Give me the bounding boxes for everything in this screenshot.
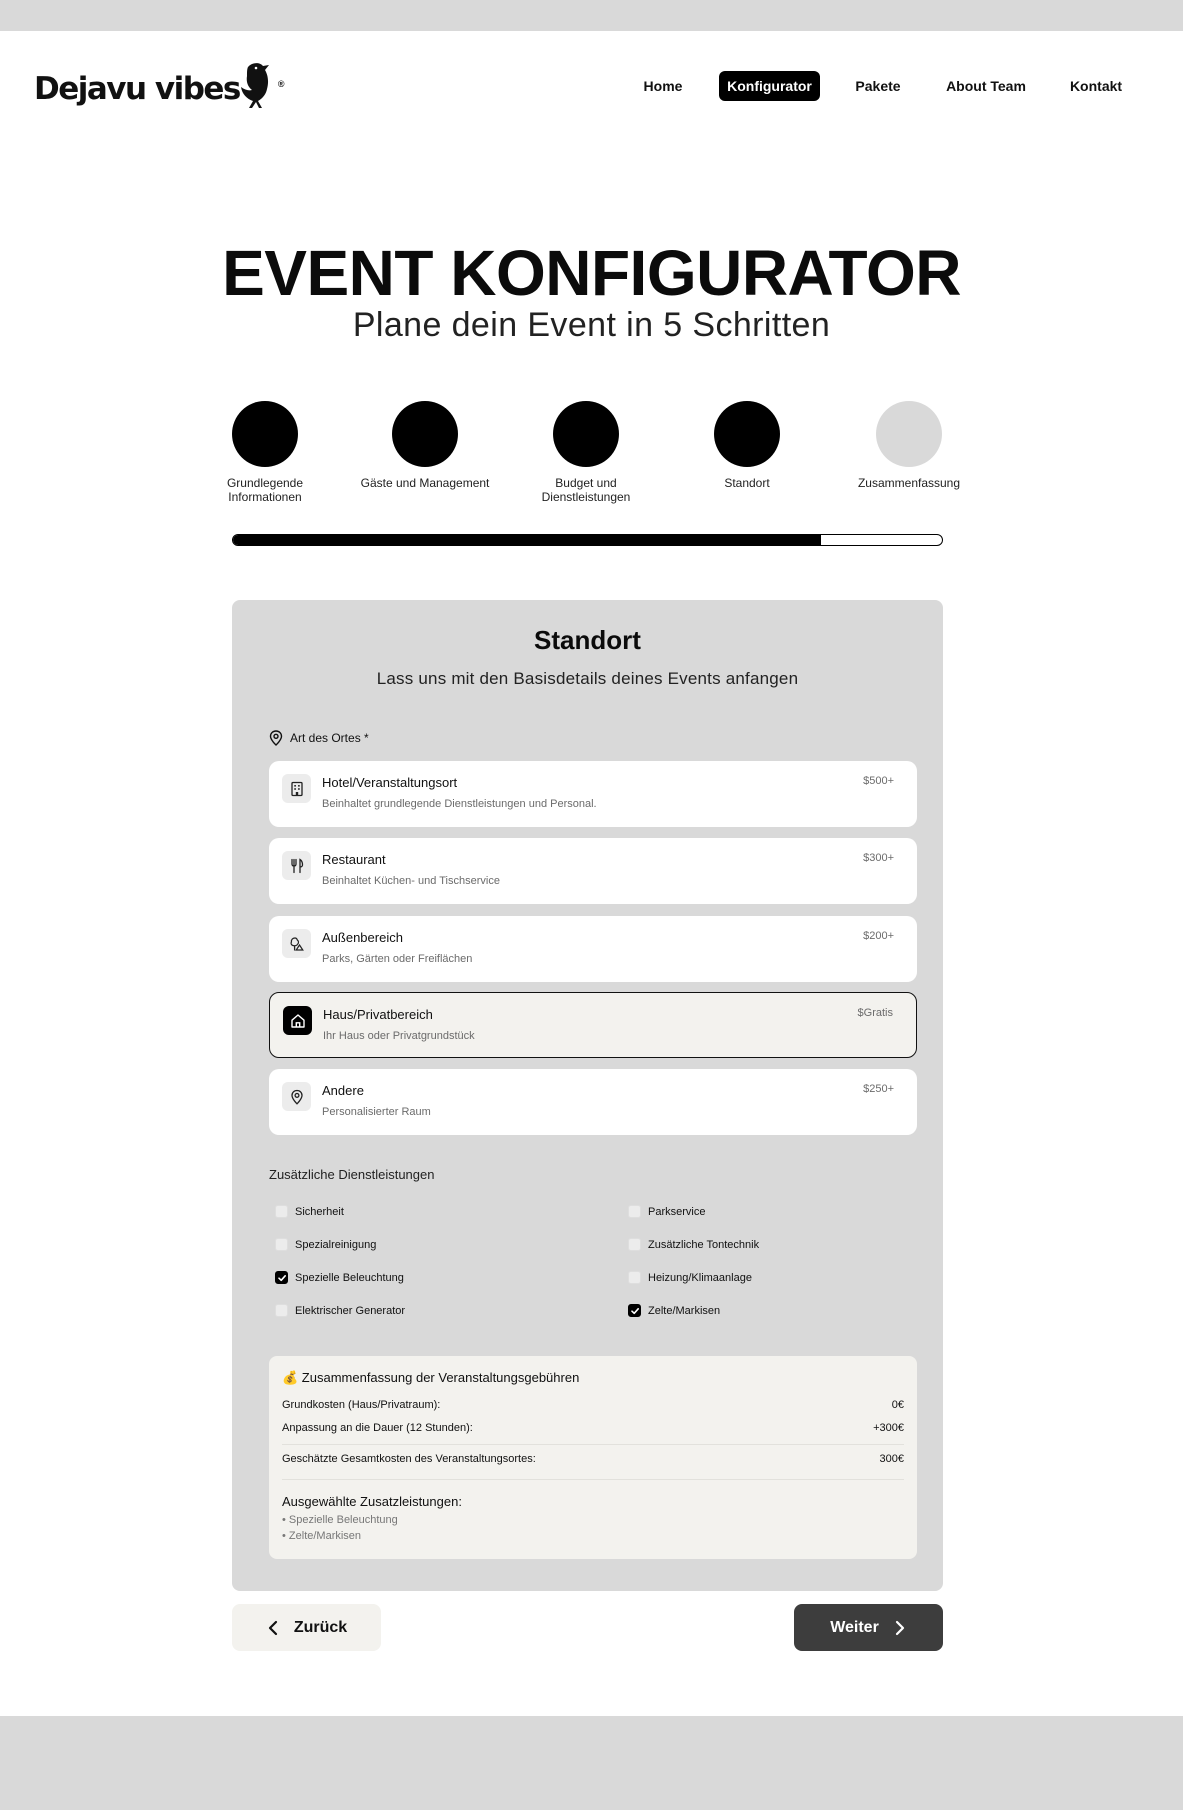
step-circle bbox=[714, 401, 780, 467]
option-price: $250+ bbox=[863, 1083, 894, 1095]
page-subtitle: Plane dein Event in 5 Schritten bbox=[352, 306, 831, 344]
next-button-label: Weiter bbox=[830, 1618, 879, 1636]
checkbox-spezielle-beleuchtung[interactable] bbox=[275, 1271, 404, 1284]
summary-row-label: Grundkosten (Haus/Privatraum): bbox=[282, 1399, 441, 1411]
utensils-icon bbox=[289, 858, 305, 874]
check-icon bbox=[277, 1273, 287, 1283]
checkbox-sicherheit[interactable] bbox=[275, 1205, 344, 1218]
checkbox-label: Sicherheit bbox=[295, 1205, 344, 1218]
checkbox[interactable] bbox=[628, 1238, 641, 1251]
summary-row-value: +300€ bbox=[873, 1422, 904, 1434]
brand-name: Dejavu vibes bbox=[34, 71, 240, 107]
summary-title: 💰 Zusammenfassung der Veranstaltungsgebühren bbox=[282, 1370, 580, 1385]
option-description: Beinhaltet grundlegende Dienstleistungen und Personal. bbox=[322, 798, 597, 810]
option-description: Personalisierter Raum bbox=[322, 1106, 431, 1118]
checkbox[interactable] bbox=[275, 1238, 288, 1251]
checkbox-label: Elektrischer Generator bbox=[295, 1304, 406, 1317]
checkbox-zusaetzliche-tontechnik[interactable] bbox=[628, 1238, 759, 1251]
checkbox[interactable] bbox=[628, 1205, 641, 1218]
step-label: Standort bbox=[724, 476, 770, 490]
option-price: $200+ bbox=[863, 930, 894, 942]
checkbox[interactable] bbox=[628, 1304, 641, 1317]
opt-icon-box bbox=[282, 929, 311, 958]
next-button[interactable] bbox=[794, 1604, 943, 1651]
checkbox-parkservice[interactable] bbox=[628, 1205, 705, 1218]
nav-about-team[interactable]: About Team bbox=[946, 78, 1026, 94]
option-restaurant[interactable] bbox=[269, 838, 917, 904]
card-title: Standort bbox=[534, 625, 641, 655]
option-hotel[interactable] bbox=[269, 761, 917, 827]
step-circle bbox=[553, 401, 619, 467]
selected-services-title: Ausgewählte Zusatzleistungen: bbox=[282, 1494, 462, 1509]
option-title: Restaurant bbox=[322, 852, 386, 867]
checkbox-heizung-klimaanlage[interactable] bbox=[628, 1271, 752, 1284]
option-description: Parks, Gärten oder Freiflächen bbox=[322, 953, 473, 965]
option-aussenbereich[interactable] bbox=[269, 916, 917, 982]
step-grundlegende-informationen[interactable] bbox=[200, 401, 330, 504]
checkbox-zelte-markisen[interactable] bbox=[628, 1304, 720, 1317]
checkbox-elektrischer-generator[interactable] bbox=[275, 1304, 405, 1317]
option-description: Beinhaltet Küchen- und Tischservice bbox=[322, 875, 500, 887]
step-label: Gäste und Management bbox=[360, 476, 490, 490]
location-type-label-text: Art des Ortes * bbox=[290, 731, 369, 745]
checkbox-spezialreinigung[interactable] bbox=[275, 1238, 376, 1251]
top-band bbox=[0, 0, 1183, 31]
option-title: Hotel/Veranstaltungsort bbox=[322, 775, 458, 790]
option-haus-privatbereich[interactable] bbox=[269, 992, 917, 1058]
checkbox-label: Spezielle Beleuchtung bbox=[295, 1271, 404, 1284]
step-circle bbox=[392, 401, 458, 467]
nav-pakete[interactable]: Pakete bbox=[855, 78, 901, 94]
check-icon bbox=[630, 1306, 640, 1316]
building-icon bbox=[289, 781, 305, 797]
nav-kontakt[interactable]: Kontakt bbox=[1069, 78, 1123, 94]
opt-icon-box bbox=[282, 774, 311, 803]
step-label: Grundlegende Informationen bbox=[226, 476, 304, 504]
option-title: Außenbereich bbox=[322, 930, 403, 945]
checkbox-label: Zusätzliche Tontechnik bbox=[648, 1238, 760, 1251]
divider bbox=[282, 1444, 904, 1445]
divider bbox=[282, 1479, 904, 1480]
option-title: Andere bbox=[322, 1083, 364, 1098]
progress-bar bbox=[232, 534, 943, 546]
opt-icon-box bbox=[282, 851, 311, 880]
chevron-left-icon bbox=[266, 1620, 280, 1636]
step-circle bbox=[232, 401, 298, 467]
registered-mark: ® bbox=[277, 79, 285, 89]
footer-band bbox=[0, 1716, 1183, 1810]
chevron-right-icon bbox=[893, 1620, 907, 1636]
step-label: Budget und Dienstleistungen bbox=[541, 476, 631, 504]
checkbox-label: Zelte/Markisen bbox=[648, 1304, 721, 1317]
checkbox-label: Heizung/Klimaanlage bbox=[648, 1271, 752, 1284]
summary-row-value: 0€ bbox=[891, 1399, 904, 1411]
option-price: $Gratis bbox=[857, 1007, 893, 1019]
main-nav bbox=[0, 71, 1183, 101]
checkbox[interactable] bbox=[275, 1271, 288, 1284]
summary-row-label: Geschätzte Gesamtkosten des Veranstaltungsortes: bbox=[282, 1453, 536, 1465]
option-price: $500+ bbox=[863, 775, 894, 787]
house-icon bbox=[290, 1013, 306, 1029]
summary-row-grundkosten bbox=[282, 1399, 904, 1411]
services-title: Zusätzliche Dienstleistungen bbox=[269, 1167, 435, 1182]
checkbox-label: Spezialreinigung bbox=[295, 1238, 377, 1251]
summary-row-gesamtkosten bbox=[282, 1453, 904, 1465]
selected-service-item: • Spezielle Beleuchtung bbox=[282, 1514, 398, 1526]
opt-icon-box bbox=[282, 1082, 311, 1111]
opt-icon-box bbox=[283, 1006, 312, 1035]
trees-icon bbox=[289, 936, 305, 952]
step-zusammenfassung[interactable] bbox=[844, 401, 974, 490]
back-button-label: Zurück bbox=[293, 1618, 348, 1636]
checkbox[interactable] bbox=[628, 1271, 641, 1284]
step-standort[interactable] bbox=[682, 401, 812, 490]
map-pin-icon bbox=[269, 730, 283, 746]
checkbox[interactable] bbox=[275, 1205, 288, 1218]
fee-summary bbox=[269, 1356, 917, 1559]
step-budget-dienstleistungen[interactable] bbox=[521, 401, 651, 504]
location-type-label bbox=[269, 730, 369, 746]
card-subtitle: Lass uns mit den Basisdetails deines Events anfangen bbox=[376, 669, 799, 688]
option-description: Ihr Haus oder Privatgrundstück bbox=[323, 1030, 475, 1042]
nav-konfigurator[interactable]: Konfigurator bbox=[719, 71, 820, 101]
summary-row-dauer bbox=[282, 1422, 904, 1434]
step-gaeste-management[interactable] bbox=[360, 401, 490, 490]
checkbox[interactable] bbox=[275, 1304, 288, 1317]
summary-row-label: Anpassung an die Dauer (12 Stunden): bbox=[282, 1422, 473, 1434]
option-andere[interactable] bbox=[269, 1069, 917, 1135]
option-price: $300+ bbox=[863, 852, 894, 864]
progress-fill bbox=[233, 535, 821, 545]
step-circle bbox=[876, 401, 942, 467]
standort-card bbox=[232, 600, 943, 1591]
step-label: Zusammenfassung bbox=[857, 476, 961, 490]
checkbox-label: Parkservice bbox=[648, 1205, 706, 1218]
selected-service-item: • Zelte/Markisen bbox=[282, 1530, 362, 1542]
back-button[interactable] bbox=[232, 1604, 381, 1651]
nav-home[interactable]: Home bbox=[643, 78, 683, 94]
summary-row-value: 300€ bbox=[879, 1453, 904, 1465]
option-title: Haus/Privatbereich bbox=[323, 1007, 433, 1022]
page-title: EVENT KONFIGURATOR bbox=[222, 237, 961, 309]
map-pin-icon bbox=[289, 1089, 305, 1105]
